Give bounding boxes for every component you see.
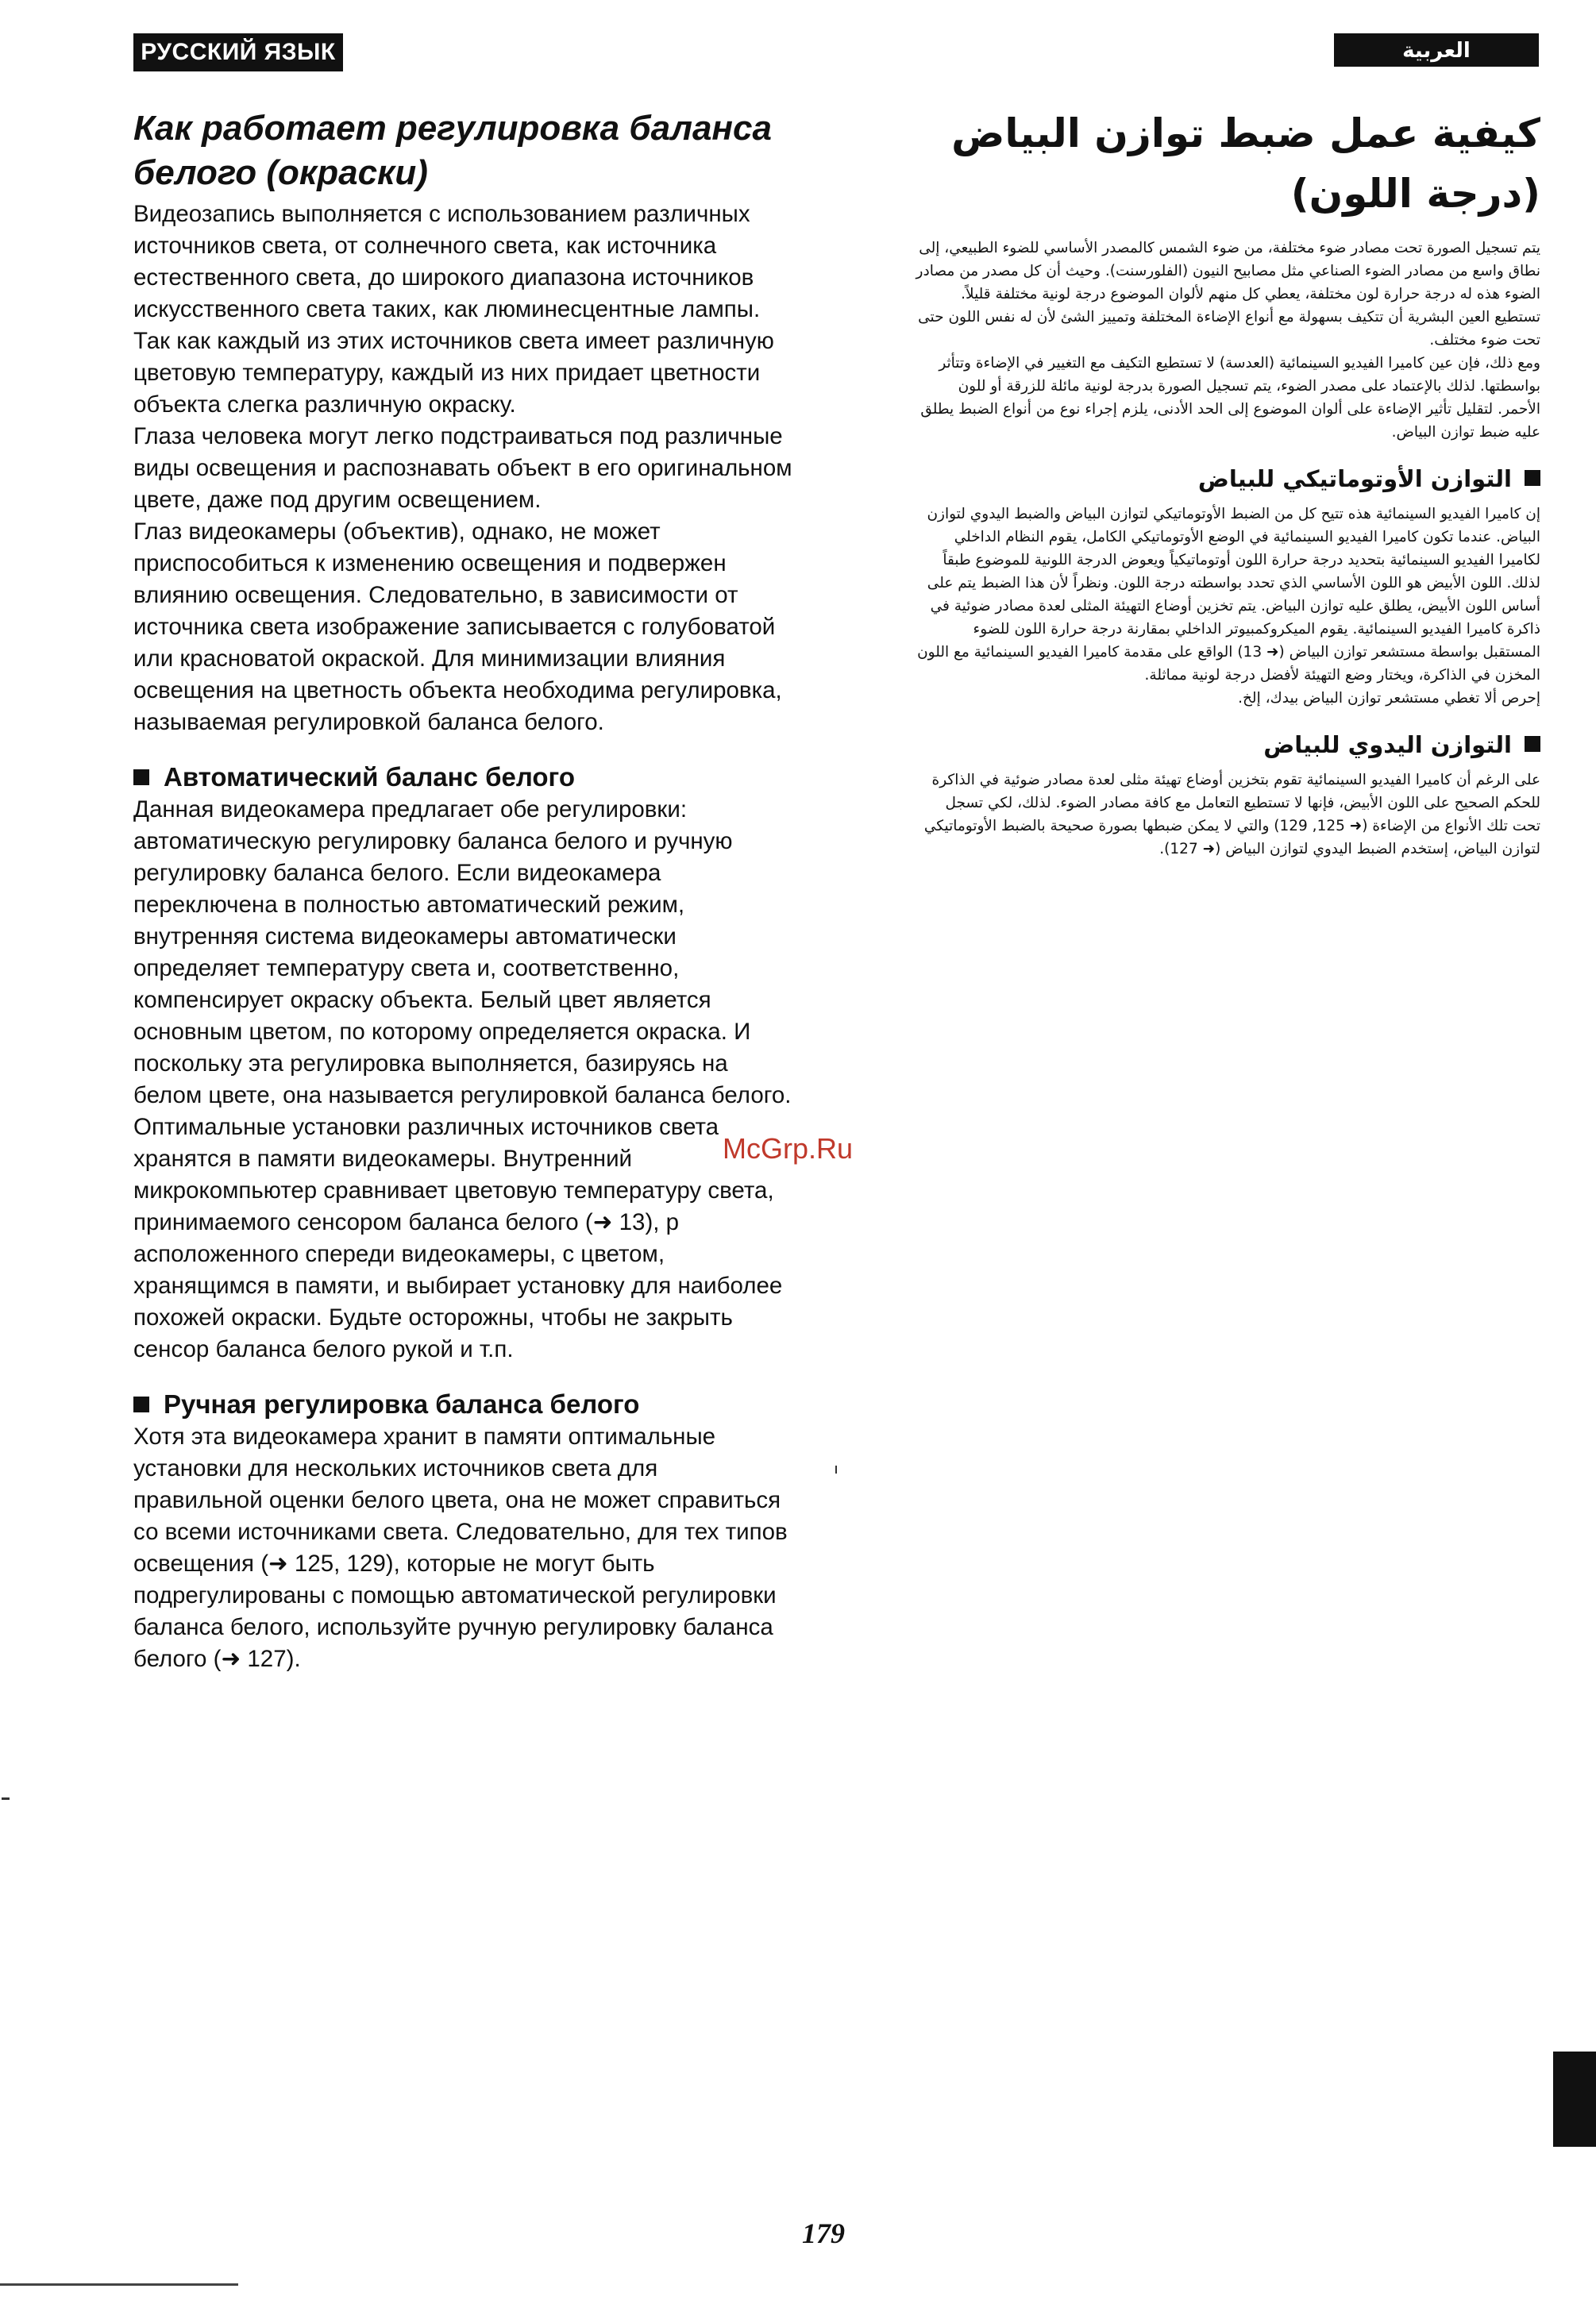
bottom-rule — [0, 2283, 238, 2286]
arabic-language-tab: العربية — [1334, 33, 1539, 67]
russian-manual-heading-text: Ручная регулировка баланса белого — [164, 1389, 640, 1419]
russian-manual-text: Хотя эта видеокамера хранит в памяти оптимальные установки для нескольких источников света для правильной оценки белого цвета, она не может справиться со всеми источниками света. Следовательно, для тех типов освещения (➜ 125, 129), которые не могут быть подрегулированы с помощью автоматической регулировки баланса белого, используйте ручную регулировку баланса белого (➜ 127). — [133, 1424, 788, 1672]
russian-auto-text: Данная видеокамера предлагает обе регулировки: автоматическую регулировку баланса белого и ручную регулировку баланса белого. Если видеокамера переключена в полностью автоматический режим, внутренняя система видеокамеры автоматически определяет температуру света и, соответственно, компенсирует окраску объекта. Белый цвет является основным цветом, по которому определяется окраска. И поскольку эта регулировка выполняется, базируясь на белом цвете, она называется регулировкой баланса белого. Оптимальные установки различных источников света хранятся в памяти видеокамеры. Внутренний микрокомпьютер сравнивает цветовую температуру света, принимаемого сенсором баланса белого (➜ 13), р асположенного спереди видеокамеры, с цветом, хранящимся в памяти, и выбирает установку для наиболее похожей окраски. Будьте осторожны, чтобы не закрыть сенсор баланса белого рукой и т.п. — [133, 796, 792, 1362]
margin-tick — [835, 1466, 837, 1474]
square-bullet-icon — [133, 769, 149, 785]
russian-auto-heading-text: Автоматический баланс белого — [164, 762, 575, 792]
arabic-manual-text: على الرغم أن كاميرا الفيديو السينمائية تقوم بتخزين أوضاع تهيئة مثلى لعدة مصادر ضوئية في الذاكرة للحكم الصحيح على اللون الأبيض، فإنها لا تستطيع التعامل مع كافة مصادر الضوء. لذلك، لكي تسجل تحت تلك الأنواع من الإضاءة (➜ 125, 129) والتي لا يمكن ضبطها بصورة صحيحة بالضبط الأوتوماتيكي لتوازن البياض، إستخدم الضبط اليدوي لتوازن البياض (➜ 127). — [923, 772, 1540, 857]
watermark: McGrp.Ru — [723, 1132, 854, 1165]
arabic-manual-heading — [913, 727, 1540, 762]
margin-tick — [2, 1797, 10, 1800]
square-bullet-icon — [1525, 470, 1540, 486]
russian-column — [133, 106, 792, 1675]
page-number: 179 — [802, 2217, 845, 2249]
arabic-manual-heading-text: التوازن اليدوي للبياض — [1263, 731, 1512, 758]
russian-manual-heading — [133, 1388, 792, 1421]
russian-auto-heading — [133, 761, 792, 794]
arabic-auto-text: إن كاميرا الفيديو السينمائية هذه تتيح كل من الضبط الأوتوماتيكي لتوازن البياض والضبط اليدوي لتوازن البياض. عندما تكون كاميرا الفيديو السينمائية في الوضع الأوتوماتيكي الكامل، يقوم النظام الداخلي لكاميرا الفيديو السينمائية بتحديد درجة حرارة اللون أوتوماتيكياً ويعوض الدرجة اللونية للموضوع طبقاً لذلك. اللون الأبيض هو اللون الأساسي الذي تحدد بواسطته درجة اللون. ونظراً لأن هذا الضبط يتم على أساس اللون الأبيض، يطلق عليه توازن البياض. يتم تخزين أوضاع التهيئة المثلى لعدة مصادر ضوئية في ذاكرة كاميرا الفيديو السينمائية. يقوم الميكروكمبيوتر الداخلي بمقارنة درجة حرارة اللون للضوء المستقبل بواسطة مستشعر توازن البياض (➜ 13) الواقع على مقدمة كاميرا الفيديو السينمائية مع اللون المخزن في الذاكرة، ويختار وضع التهيئة لأفضل درجة لونية مماثلة. إحرص ألا تغطي مستشعر توازن البياض بيدك، إلخ. — [917, 506, 1540, 707]
arabic-auto-heading — [913, 461, 1540, 496]
arabic-title: كيفية عمل ضبط توازن البياض (درجة اللون) — [951, 110, 1540, 217]
thumb-index-tab — [1553, 2052, 1596, 2147]
arabic-column — [913, 103, 1540, 861]
arabic-auto-heading-text: التوازن الأوتوماتيكي للبياض — [1197, 465, 1512, 492]
russian-language-tab: РУССКИЙ ЯЗЫК — [133, 33, 343, 71]
arabic-intro: يتم تسجيل الصورة تحت مصادر ضوء مختلفة، من ضوء الشمس كالمصدر الأساسي للضوء الطبيعي، إلى نطاق واسع من مصادر الضوء الصناعي مثل مصابيح النيون (الفلورسنت). وحيث أن كل مصدر من مصادر الضوء هذه له درجة حرارة لون مختلفة، يعطي كل منهم لألوان الموضوع درجة لونية مختلفة قليلاً. تستطيع العين البشرية أن تتكيف بسهولة مع أنواع الإضاءة المختلفة وتمييز الشئ لأن له نفس اللون حتى تحت ضوء مختلف. ومع ذلك، فإن عين كاميرا الفيديو السينمائية (العدسة) لا تستطيع التكيف مع التغيير في الإضاءة وتتأثر بواسطتها. لذلك بالإعتماد على مصدر الضوء، يتم تسجيل الصورة بدرجة لونية مائلة للزرقة أو للون الأحمر. لتقليل تأثير الإضاءة على ألوان الموضوع إلى الحد الأدنى، يلزم إجراء نوع من أنواع الضبط يطلق عليه ضبط توازن البياض. — [916, 240, 1540, 441]
russian-title: Как работает регулировка баланса белого (окраски) — [133, 109, 772, 192]
russian-intro: Видеозапись выполняется с использованием различных источников света, от солнечного света, как источника естественного света, до широкого диапазона источников искусственного света таких, как люминесцентные лампы. Так как каждый из этих источников света имеет различную цветовую температуру, каждый из них придает цветности объекта слегка различную окраску. Глаза человека могут легко подстраиваться под различные виды освещения и распознавать объект в его оригинальном цвете, даже под другим освещением. Глаз видеокамеры (объектив), однако, не может приспособиться к изменению освещения и подвержен влиянию освещения. Следовательно, в зависимости от источника света изображение записывается с голубоватой или красноватой окраской. Для минимизации влияния освещения на цветность объекта необходима регулировка, называемая регулировкой баланса белого. — [133, 201, 792, 735]
square-bullet-icon — [1525, 736, 1540, 752]
square-bullet-icon — [133, 1397, 149, 1412]
